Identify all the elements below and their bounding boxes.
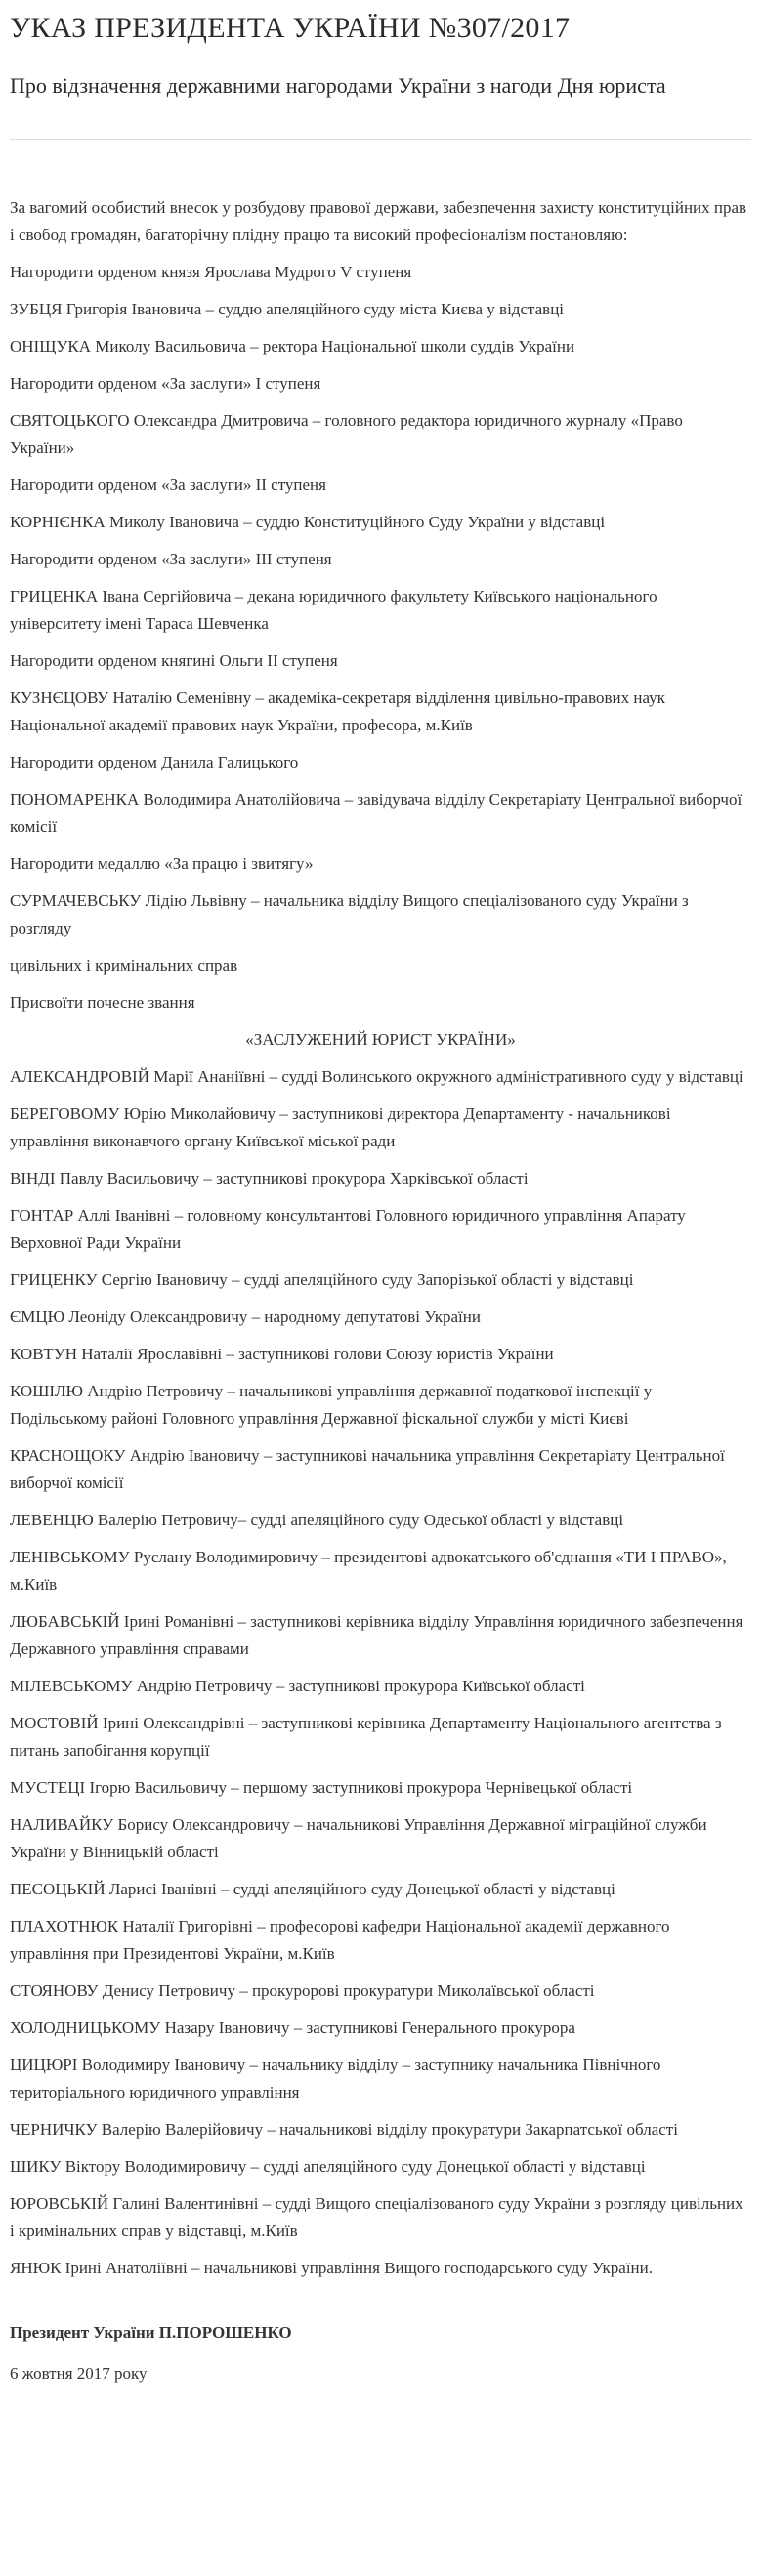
paragraph: Нагородити орденом Данила Галицького	[10, 753, 299, 771]
paragraph: БЕРЕГОВОМУ Юрію Миколайовичу – заступникові директора Департаменту - начальникові управління виконавчого органу Київської міської ради	[10, 1104, 671, 1150]
paragraph: цивільних і кримінальних справ	[10, 956, 238, 975]
paragraph: ГОНТАР Аллі Іванівні – головному консультантові Головного юридичного управління Апарату Верховної Ради України	[10, 1206, 686, 1252]
paragraph: ГРИЦЕНКА Івана Сергійовича – декана юридичного факультету Київського національного університету імені Тараса Шевченка	[10, 587, 657, 633]
paragraph: СУРМАЧЕВСЬКУ Лідію Львівну – начальника відділу Вищого спеціалізованого суду України з розгляду	[10, 892, 689, 937]
paragraph: Нагородити орденом «За заслуги» I ступеня	[10, 374, 321, 393]
divider	[10, 139, 751, 140]
paragraph: КРАСНОЩОКУ Андрію Івановичу – заступникові начальника управління Секретаріату Центральної виборчої комісії	[10, 1446, 725, 1492]
paragraph: ПОНОМАРЕНКА Володимира Анатолійовича – завідувача відділу Секретаріату Центральної виборчої комісії	[10, 790, 742, 836]
paragraph: Нагородити орденом «За заслуги» III ступеня	[10, 550, 332, 568]
paragraph: Нагородити орденом «За заслуги» II ступеня	[10, 476, 326, 494]
paragraph: СВЯТОЦЬКОГО Олександра Дмитровича – головного редактора юридичного журналу «Право України»	[10, 411, 683, 457]
paragraph: ШИКУ Віктору Володимировичу – судді апеляційного суду Донецької області у відставці	[10, 2157, 646, 2176]
paragraph: ЮРОВСЬКІЙ Галині Валентинівні – судді Вищого спеціалізованого суду України з розгляду цивільних і кримінальних справ у відставці, м.Київ	[10, 2194, 743, 2240]
paragraph: СТОЯНОВУ Денису Петровичу – прокуророві прокуратури Миколаївської області	[10, 1981, 595, 2000]
paragraph: КОВТУН Наталії Ярославівні – заступникові голови Союзу юристів України	[10, 1345, 554, 1363]
paragraph: ЛЕНІВСЬКОМУ Руслану Володимировичу – президентові адвокатського об'єднання «ТИ І ПРАВО», м.Київ	[10, 1548, 727, 1594]
paragraph: ГРИЦЕНКУ Сергію Івановичу – судді апеляційного суду Запорізької області у відставці	[10, 1270, 634, 1289]
paragraph: КУЗНЄЦОВУ Наталію Семенівну – академіка-секретаря відділення цивільно-правових наук Національної академії правових наук України, професора, м.Київ	[10, 688, 665, 734]
paragraph: Присвоїти почесне звання	[10, 993, 195, 1012]
paragraph: ВІНДІ Павлу Васильовичу – заступникові прокурора Харківської області	[10, 1169, 529, 1187]
paragraph: За вагомий особистий внесок у розбудову правової держави, забезпечення захисту конституційних прав і свобод громадян, багаторічну плідну працю та високий професіоналізм постановляю:	[10, 198, 747, 244]
paragraph: ЛЮБАВСЬКІЙ Ірині Романівні – заступникові керівника відділу Управління юридичного забезпечення Державного управління справами	[10, 1612, 743, 1658]
paragraph: ЦИЦЮРІ Володимиру Івановичу – начальнику відділу – заступнику начальника Північного територіального юридичного управління	[10, 2056, 661, 2101]
paragraph: Нагородити орденом князя Ярослава Мудрого V ступеня	[10, 263, 412, 281]
paragraph: ЛЕВЕНЦЮ Валерію Петровичу– судді апеляційного суду Одеської області у відставці	[10, 1511, 624, 1529]
paragraph: МОСТОВІЙ Ірині Олександрівні – заступникові керівника Департаменту Національного агентства з питань запобігання корупції	[10, 1714, 722, 1760]
paragraph: МІЛЕВСЬКОМУ Андрію Петровичу – заступникові прокурора Київської області	[10, 1677, 585, 1695]
signature-line: Президент України П.ПОРОШЕНКО	[10, 2323, 292, 2342]
paragraph: ОНІЩУКА Миколу Васильовича – ректора Національної школи суддів України	[10, 337, 575, 355]
paragraph: ЧЕРНИЧКУ Валерію Валерійовичу – начальникові відділу прокуратури Закарпатської області	[10, 2120, 678, 2139]
paragraph: Нагородити орденом княгині Ольги II ступеня	[10, 651, 338, 670]
page-title: УКАЗ ПРЕЗИДЕНТА УКРАЇНИ №307/2017	[10, 12, 571, 44]
paragraph: АЛЕКСАНДРОВІЙ Марії Ананіївні – судді Волинського окружного адміністративного суду у відставці	[10, 1067, 743, 1086]
paragraph: МУСТЕЦІ Ігорю Васильовичу – першому заступникові прокурора Чернівецької області	[10, 1778, 633, 1797]
decree-body	[10, 194, 751, 2282]
paragraph: ПЛАХОТНЮК Наталії Григорівні – професорові кафедри Національної академії державного управління при Президентові України, м.Київ	[10, 1917, 670, 1963]
paragraph: КОРНІЄНКА Миколу Івановича – суддю Конституційного Суду України у відставці	[10, 513, 606, 531]
page-subtitle: Про відзначення державними нагородами України з нагоди Дня юриста	[10, 73, 666, 98]
paragraph: ЗУБЦЯ Григорія Івановича – суддю апеляційного суду міста Києва у відставці	[10, 300, 565, 318]
paragraph: НАЛИВАЙКУ Борису Олександровичу – начальникові Управління Державної міграційної служби України у Вінницькій області	[10, 1815, 707, 1861]
paragraph: ЄМЦЮ Леоніду Олександровичу – народному депутатові України	[10, 1308, 481, 1326]
paragraph: ЯНЮК Ірині Анатоліївні – начальникові управління Вищого господарського суду України.	[10, 2259, 654, 2277]
paragraph: КОШІЛЮ Андрію Петровичу – начальникові управління державної податкової інспекції у Подільському районі Головного управління Державної фіскальної служби у місті Києві	[10, 1382, 653, 1428]
paragraph: ХОЛОДНИЦЬКОМУ Назару Івановичу – заступникові Генерального прокурора	[10, 2018, 575, 2037]
paragraph: «ЗАСЛУЖЕНИЙ ЮРИСТ УКРАЇНИ»	[245, 1030, 516, 1049]
date-line: 6 жовтня 2017 року	[10, 2364, 148, 2383]
paragraph: ПЕСОЦЬКІЙ Ларисі Іванівні – судді апеляційного суду Донецької області у відставці	[10, 1880, 615, 1898]
paragraph: Нагородити медаллю «За працю і звитягу»	[10, 854, 314, 873]
